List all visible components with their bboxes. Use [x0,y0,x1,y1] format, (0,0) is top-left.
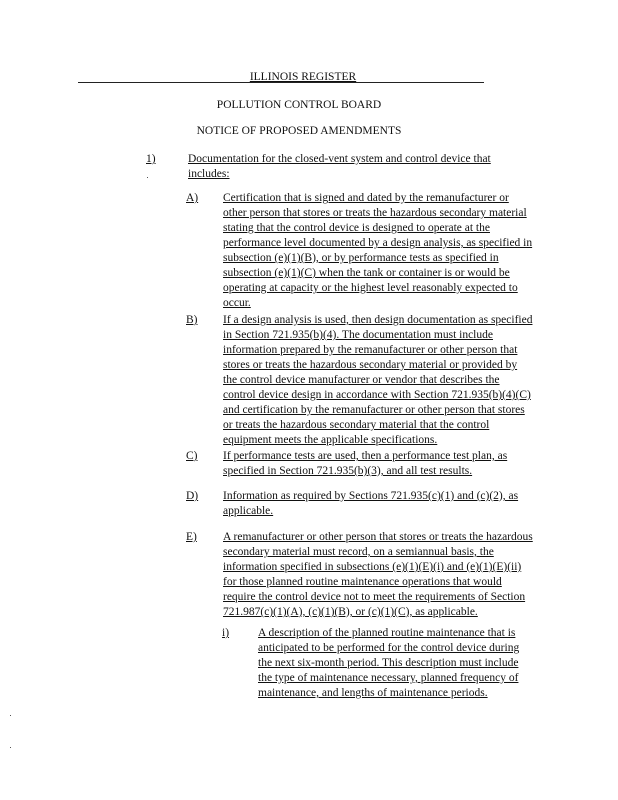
text-line: specified in Section 721.935(b)(3), and all test results. [223,465,473,477]
text-line: subsection (e)(1)(C) when the tank or container is or would be [223,267,510,279]
item-text-e-i [258,626,519,701]
text-line: 721.987(c)(1)(A), (c)(1)(B), or (c)(1)(C), as applicable. [223,606,478,618]
item-label-b: B) [186,314,198,326]
scan-speck [10,715,11,716]
register-title: ILLINOIS REGISTER [249,71,357,83]
text-line: operating at capacity or the highest level reasonably expected to [223,282,518,294]
text-line: information prepared by the remanufacturer or other person that [223,344,518,356]
text-line: If performance tests are used, then a performance test plan, as [223,450,508,462]
text-line: control device design in accordance with Section 721.935(b)(4)(C) [223,389,531,401]
text-line: Information as required by Sections 721.935(c)(1) and (c)(2), as [223,490,519,502]
item-text-b [223,313,532,448]
text-line: information specified in subsections (e)(1)(E)(i) and (e)(1)(E)(ii) [223,561,522,573]
text-line: subsection (e)(1)(B), or by performance tests as specified in [223,252,499,264]
item-label-e: E) [186,531,197,543]
scan-speck [10,747,11,748]
text-line: in Section 721.935(b)(4). The documentation must include [223,329,493,341]
board-header [0,98,608,113]
text-line: includes: [188,168,230,180]
item-text-e [223,530,533,620]
text-line: occur. [223,297,251,309]
notice-header [0,124,608,139]
text-line: stating that the control device is designed to operate at the [223,222,490,234]
board-title: POLLUTION CONTROL BOARD [216,99,382,111]
text-line: the control device manufacturer or vendor that describes the [223,374,500,386]
item-label-d: D) [186,490,199,502]
text-line: require the control device not to meet the requirements of Section [223,591,526,603]
scan-speck [147,177,148,178]
notice-title: NOTICE OF PROPOSED AMENDMENTS [196,125,402,137]
text-line: If a design analysis is used, then design documentation as specified [223,314,533,326]
item-text-a [223,191,532,311]
register-header [0,70,618,85]
text-line: or treats the hazardous secondary material that the control [223,419,490,431]
item-text-d [223,489,518,519]
text-line: maintenance, and lengths of maintenance periods. [258,687,488,699]
text-line: performance level documented by a design analysis, as specified in [223,237,533,249]
text-line: secondary material must record, on a semiannual basis, the [223,546,494,558]
text-line: A description of the planned routine maintenance that is [258,627,516,639]
text-line: anticipated to be performed for the control device during [258,642,520,654]
text-line: stores or treats the hazardous secondary material or provided by [223,359,518,371]
text-line: and certification by the remanufacturer or other person that stores [223,404,525,416]
text-line: for those planned routine maintenance operations that would [223,576,502,588]
item-label-e-i: i) [222,627,230,639]
text-line: the next six-month period. This description must include [258,657,519,669]
text-line: A remanufacturer or other person that stores or treats the hazardous [223,531,533,543]
item-label-c: C) [186,450,198,462]
item-text-1 [188,152,491,182]
item-label-a: A) [186,192,199,204]
text-line: the type of maintenance necessary, planned frequency of [258,672,519,684]
item-label-1: 1) [146,153,156,165]
text-line: applicable. [223,505,274,517]
item-text-c [223,449,507,479]
text-line: Documentation for the closed-vent system and control device that [188,153,491,165]
text-line: Certification that is signed and dated by the remanufacturer or [223,192,509,204]
text-line: other person that stores or treats the hazardous secondary material [223,207,527,219]
text-line: equipment meets the applicable specifications. [223,434,438,446]
